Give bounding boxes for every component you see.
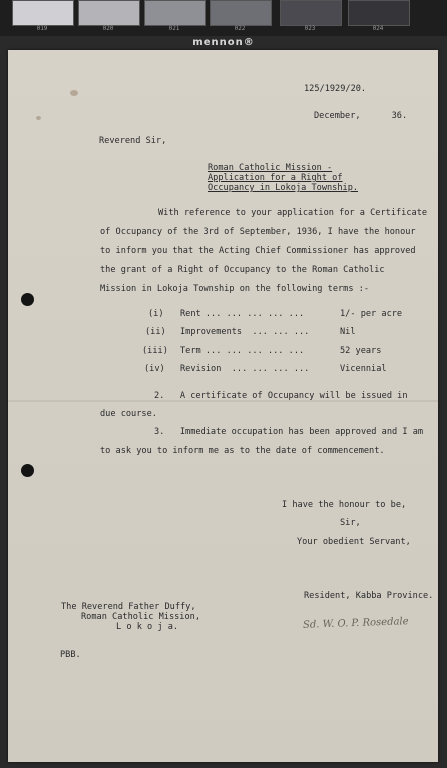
punch-hole (21, 464, 34, 477)
calibration-patch-number: 023 (304, 25, 316, 32)
reference-number: 125/1929/20. (304, 84, 367, 94)
addressee-line: Roman Catholic Mission, (81, 612, 200, 622)
calibration-patch-number: 024 (372, 25, 384, 32)
paragraph2-line: 2. A certificate of Occupancy will be issued in (154, 391, 408, 401)
term-label: Improvements ... ... ... (180, 327, 310, 337)
letter-date: December, 36. (314, 111, 408, 121)
handwritten-signature: Sd. W. O. P. Rosedale (302, 616, 409, 631)
term-value: 52 years (340, 346, 382, 356)
calibration-patch-number: 022 (234, 25, 246, 32)
calibration-patch-number: 020 (102, 25, 114, 32)
paper-stain (70, 90, 78, 96)
punch-hole (21, 293, 34, 306)
paragraph1-line: Mission in Lokoja Township on the following terms :- (100, 284, 370, 294)
calibration-patch-number: 019 (36, 25, 48, 32)
typist-initials: PBB. (60, 650, 81, 660)
paragraph1-line: the grant of a Right of Occupancy to the Roman Catholic (100, 265, 385, 275)
paragraph1-line: of Occupancy of the 3rd of September, 1936, I have the honour (100, 227, 416, 237)
paragraph1-line: With reference to your application for a Certificate (158, 208, 428, 218)
calibration-patch (78, 0, 140, 26)
signatory-title: Resident, Kabba Province. (304, 591, 434, 601)
calibration-patch (12, 0, 74, 26)
calibration-patch-number: 021 (168, 25, 180, 32)
subject-line: Roman Catholic Mission - (208, 163, 333, 173)
subject-line: Application for a Right of (208, 173, 343, 183)
term-value: Nil (340, 327, 356, 337)
calibration-patch (144, 0, 206, 26)
term-value: Vicennial (340, 364, 387, 374)
addressee-line: The Reverend Father Duffy, (61, 602, 196, 612)
paragraph3-line: 3. Immediate occupation has been approved and I am (154, 427, 424, 437)
salutation: Reverend Sir, (99, 136, 167, 146)
term-number: (iv) (144, 364, 165, 374)
term-value: 1/- per acre (340, 309, 403, 319)
color-calibration-strip (0, 0, 447, 36)
term-label: Term ... ... ... ... ... (180, 346, 305, 356)
calibration-patch (210, 0, 272, 26)
closing-line: Your obedient Servant, (297, 537, 411, 547)
calibration-patch (348, 0, 410, 26)
closing-line: I have the honour to be, (282, 500, 407, 510)
paper-stain (36, 116, 41, 120)
term-label: Revision ... ... ... ... (180, 364, 310, 374)
term-label: Rent ... ... ... ... ... (180, 309, 305, 319)
paragraph2-line: due course. (100, 409, 157, 419)
paragraph3-line: to ask you to inform me as to the date of commencement. (100, 446, 385, 456)
addressee-line: L o k o j a. (116, 622, 179, 632)
term-number: (ii) (145, 327, 166, 337)
term-number: (i) (148, 309, 164, 319)
subject-line: Occupancy in Lokoja Township. (208, 183, 359, 193)
term-number: (iii) (142, 346, 168, 356)
paragraph1-line: to inform you that the Acting Chief Commissioner has approved (100, 246, 416, 256)
letter-page (8, 50, 438, 762)
closing-line: Sir, (340, 518, 361, 528)
calibration-brand-logo: mennon® (192, 37, 255, 48)
calibration-patch (280, 0, 342, 26)
